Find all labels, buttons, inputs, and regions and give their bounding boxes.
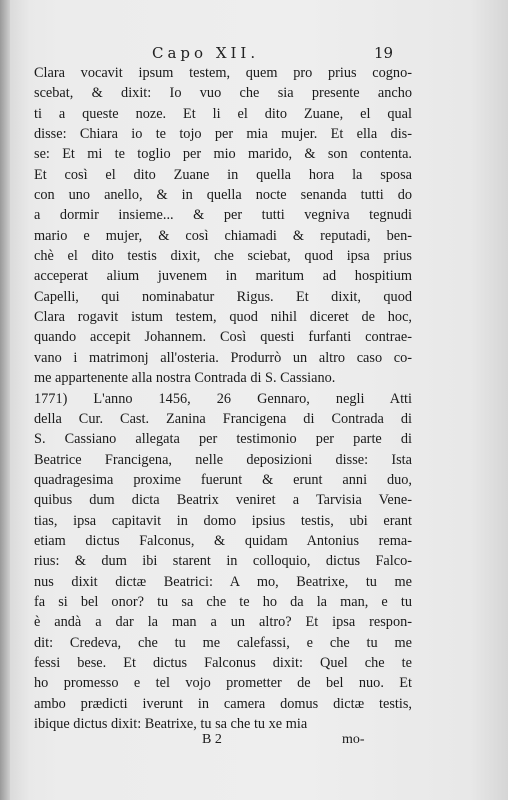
catchword: mo- [342, 732, 365, 747]
text-line: Clara vocavit ipsum testem, quem pro prius cogno- [34, 65, 412, 81]
text-line: S. Cassiano allegata per testimonio per parte di [34, 431, 412, 448]
text-line: della Cur. Cast. Zanina Francigena di Contrada di [34, 410, 412, 427]
text-line: ambo prædicti iverunt in camera domus dictæ testis, [34, 695, 412, 712]
text-line: acceperat alium juvenem in maritum ad hospitium [34, 268, 412, 285]
text-line: quando accepit Johannem. Così questi furfanti contrae- [34, 329, 412, 346]
text-line: Beatrice Francigena, nelle deposizioni disse: Ista [34, 451, 412, 468]
text-line: quadragesima proxime fuerunt & erunt anni duo, [34, 471, 412, 488]
page-footer [0, 732, 508, 756]
text-line: tias, ipsa capitavit in domo ipsius testis, ubi erant [34, 512, 412, 529]
text-line: scebat, & dixit: Io vuo che sia presente ancho [34, 85, 412, 102]
page-number: 19 [374, 44, 394, 62]
text-line: fessi bese. Et dictus Falconus dixit: Quel che te [34, 654, 412, 671]
text-line: con uno anello, & in quella nocte senanda tutti do [34, 187, 412, 204]
body-text [34, 63, 412, 734]
text-line: ibique dictus dixit: Beatrixe, tu sa che tu xe mia [34, 716, 308, 732]
text-line: a dormir insieme... & per tutti vegniva tegnudi [34, 207, 412, 224]
text-line: mario e mujer, & così chiamadi & reputadi, ben- [34, 227, 412, 244]
text-line: etiam dictus Falconus, & quidam Antonius rema- [34, 532, 412, 549]
text-line: Clara rogavit istum testem, quod nihil diceret de hoc, [34, 309, 412, 326]
text-line: vano i matrimonj all'osteria. Produrrò un altro caso co- [34, 349, 412, 366]
text-line: quibus dum dicta Beatrix veniret a Tarvisia Vene- [34, 492, 412, 509]
text-line: fa si bel onor? tu sa che te ho da la man, e tu [34, 593, 412, 610]
text-line: dit: Credeva, che tu me calefassi, e che tu me [34, 634, 412, 651]
text-line: nus dixit dictæ Beatrici: A mo, Beatrixe, tu me [34, 573, 412, 590]
text-line: 1771) L'anno 1456, 26 Gennaro, negli Atti [34, 390, 412, 407]
text-line: disse: Chiara io te tojo per mia mujer. Et ella dis- [34, 126, 412, 143]
text-line: è andà a dar la man a un altro? Et ipsa respon- [34, 614, 412, 631]
text-line: ti a queste noze. Et li el dito Zuane, el qual [34, 105, 412, 122]
text-line: ho promesso e tel vojo prometter de bel nuo. Et [34, 675, 412, 692]
signature-mark: B 2 [202, 732, 222, 747]
chapter-title: Capo XII. [152, 44, 260, 62]
binding-shadow [0, 0, 10, 800]
text-line: me appartenente alla nostra Contrada di S. Cassiano. [34, 370, 336, 387]
text-line: chè el dito testis dixit, che sciebat, quod ipsa prius [34, 248, 412, 265]
text-line: Et così el dito Zuane in quella hora la sposa [34, 166, 412, 183]
text-line: Capelli, qui nominabatur Rigus. Et dixit, quod [34, 288, 412, 305]
text-line: rius: & dum ibi starent in colloquio, dictus Falco- [34, 553, 412, 570]
text-line: se: Et mi te toglio per mio marido, & son contenta. [34, 146, 412, 163]
